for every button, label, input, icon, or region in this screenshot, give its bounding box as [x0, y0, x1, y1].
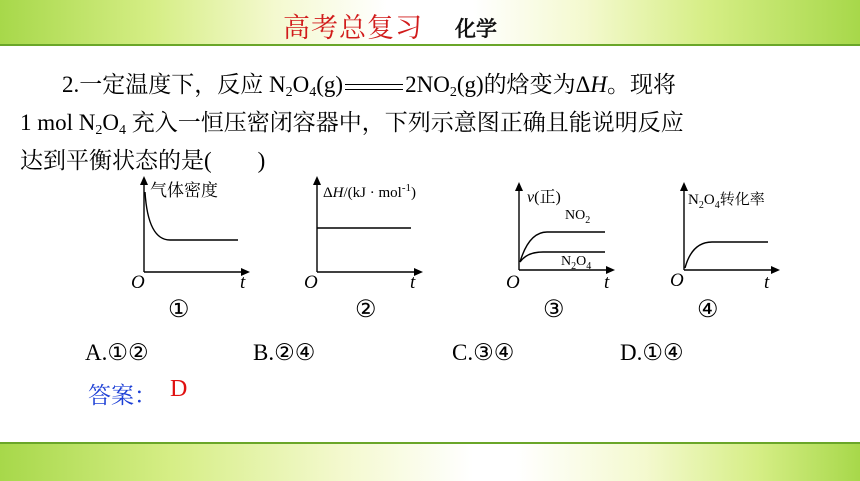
graph-1-ylabel: 气体密度	[150, 181, 218, 200]
graph-3-xlabel: t	[604, 272, 610, 293]
graph-4-xlabel: t	[764, 272, 770, 293]
graph-2-xlabel: t	[410, 272, 416, 293]
graph-1-mark: ①	[168, 297, 190, 323]
graph-4-origin: O	[670, 270, 684, 291]
question-number: 2.	[62, 72, 80, 97]
question-line-2: 1 mol $N_2O_4$ 充入一恒压密闭容器中，下列示意图正确且能说明反应	[20, 110, 684, 138]
graph-3-n2o4-label: $N_2O_4$	[561, 254, 592, 272]
graph-2-origin: O	[304, 272, 318, 293]
header-bar	[0, 0, 860, 44]
header-subject: 化学	[455, 17, 497, 41]
option-c[interactable]: C.③④	[452, 340, 515, 365]
answer-value: D	[170, 376, 188, 402]
graph-1-origin: O	[131, 272, 145, 293]
footer-bar	[0, 444, 860, 481]
conversion-curve	[685, 242, 768, 268]
graph-2-mark: ②	[355, 297, 377, 323]
graph-3-ylabel: v(正)	[527, 189, 561, 206]
graph-4-ylabel: $N_2O_4$转化率	[688, 192, 765, 211]
graph-1-xlabel: t	[240, 272, 246, 293]
graph-2	[303, 176, 423, 276]
option-d[interactable]: D.①④	[620, 340, 684, 365]
question-line-1: 2.一定温度下，反应 $N_2O_4(g)$ $2NO_2(g)$的焓变为ΔH。现将	[62, 72, 677, 100]
graph-3-origin: O	[506, 272, 520, 293]
graph-3-no2-label: $NO_2$	[565, 208, 591, 226]
graph-3	[505, 182, 615, 274]
graph-4	[670, 182, 780, 274]
graph-1	[130, 176, 250, 276]
graph-3-mark: ③	[543, 297, 565, 323]
option-a[interactable]: A.①②	[85, 340, 149, 365]
answer-label: 答案：	[88, 383, 157, 409]
graph-4-mark: ④	[697, 297, 719, 323]
equilibrium-arrow	[345, 80, 403, 94]
graph-2-ylabel: ΔH/(kJ · mol$^{-1}$)	[323, 182, 417, 201]
question-line-3: 达到平衡状态的是( )	[20, 148, 266, 173]
header-divider	[0, 44, 860, 46]
option-b[interactable]: B.②④	[253, 340, 316, 365]
header-title: 高考总复习	[283, 13, 423, 44]
